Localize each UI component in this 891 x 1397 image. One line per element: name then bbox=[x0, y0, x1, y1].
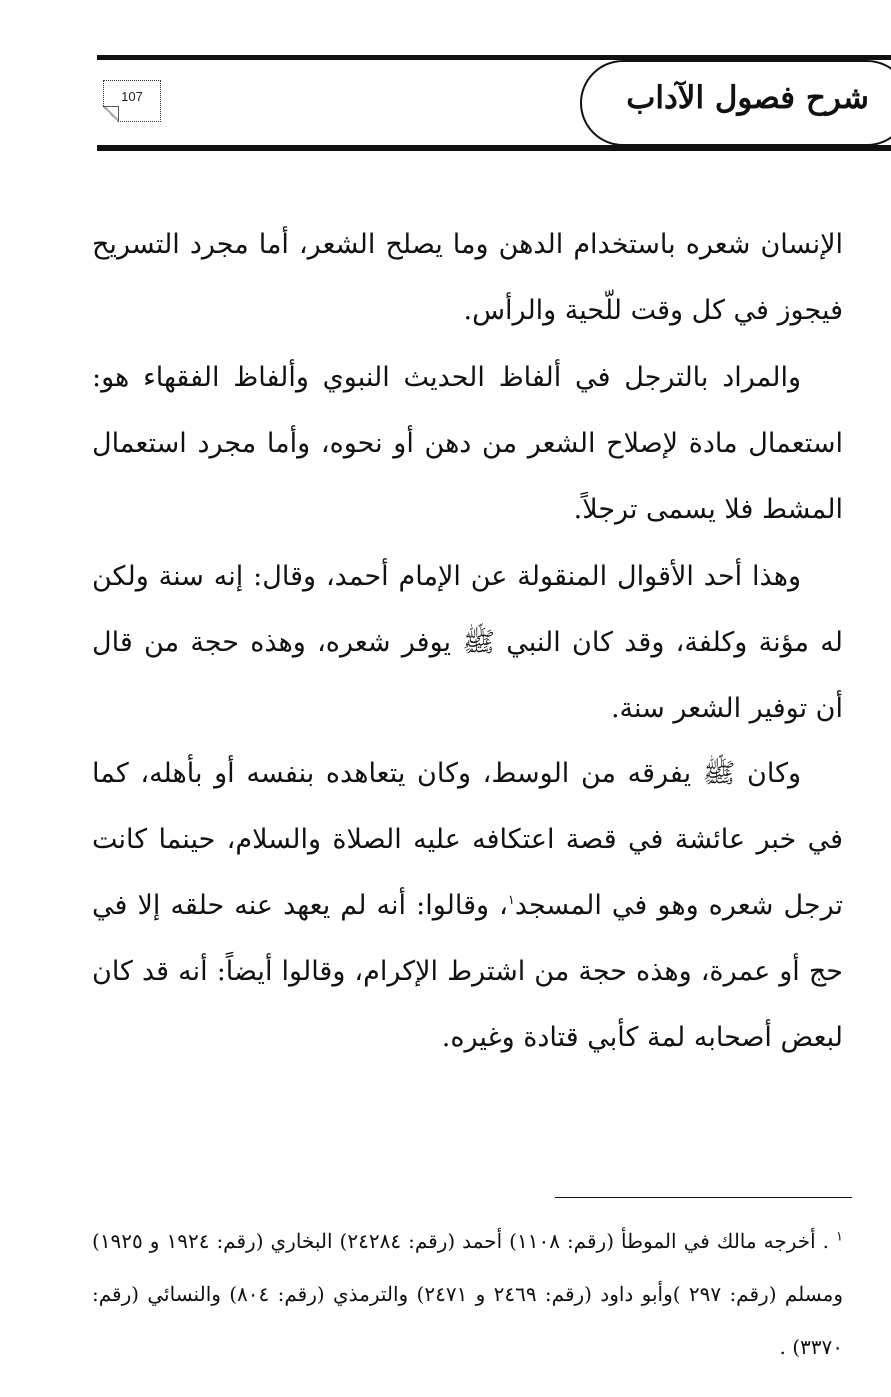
paragraph-4 bbox=[92, 741, 843, 1071]
folded-corner-icon bbox=[103, 106, 119, 122]
page-number: 107 bbox=[121, 89, 143, 104]
book-title: شرح فصول الآداب bbox=[626, 80, 869, 116]
page-number-box bbox=[103, 80, 161, 122]
footnote bbox=[92, 1215, 843, 1374]
footnote-reference: ١ bbox=[507, 893, 515, 908]
paragraph-4-part-1: وكان ﷺ يفرقه من الوسط، وكان يتعاهده بنفسه أو بأهله، كما في خبر عائشة في قصة اعتكافه عليه الصلاة والسلام، حينما كانت ترجل شعره وهو في المسجد bbox=[92, 758, 843, 921]
header-bottom-rule bbox=[97, 145, 891, 151]
footnote-mark: ١ bbox=[836, 1229, 844, 1245]
paragraph-3: وهذا أحد الأقوال المنقولة عن الإمام أحمد، وقال: إنه سنة ولكن له مؤنة وكلفة، وقد كان النبي ﷺ يوفر شعره، وهذه حجة من قال أن توفير الشعر سنة. bbox=[92, 561, 843, 724]
footnote-separator bbox=[555, 1197, 852, 1198]
footnote-text: . أخرجه مالك في الموطأ (رقم: ١١٠٨) أحمد (رقم: ٢٤٢٨٤) البخاري (رقم: ١٩٢٤ و ١٩٢٥) ومسلم (رقم: ٢٩٧ )وأبو داود (رقم: ٢٤٦٩ و ٢٤٧١) والترمذي (رقم: ٨٠٤) والنسائي (رقم: ٣٣٧٠) . bbox=[92, 1229, 843, 1359]
paragraph-4-part-2: ، وقالوا: أنه لم يعهد عنه حلقه إلا في حج أو عمرة، وهذه حجة من اشترط الإكرام، وقالوا أيضاً: أنه قد كان لبعض أصحابه لمة كأبي قتادة وغيره. bbox=[92, 890, 843, 1053]
paragraph-2: والمراد بالترجل في ألفاظ الحديث النبوي وألفاظ الفقهاء هو: استعمال مادة لإصلاح الشعر من دهن أو نحوه، وأما مجرد استعمال المشط فلا يسمى ترجلاً. bbox=[92, 362, 843, 525]
paragraph-1: الإنسان شعره باستخدام الدهن وما يصلح الشعر، أما مجرد التسريح فيجوز في كل وقت للّحية والرأس. bbox=[92, 229, 843, 326]
